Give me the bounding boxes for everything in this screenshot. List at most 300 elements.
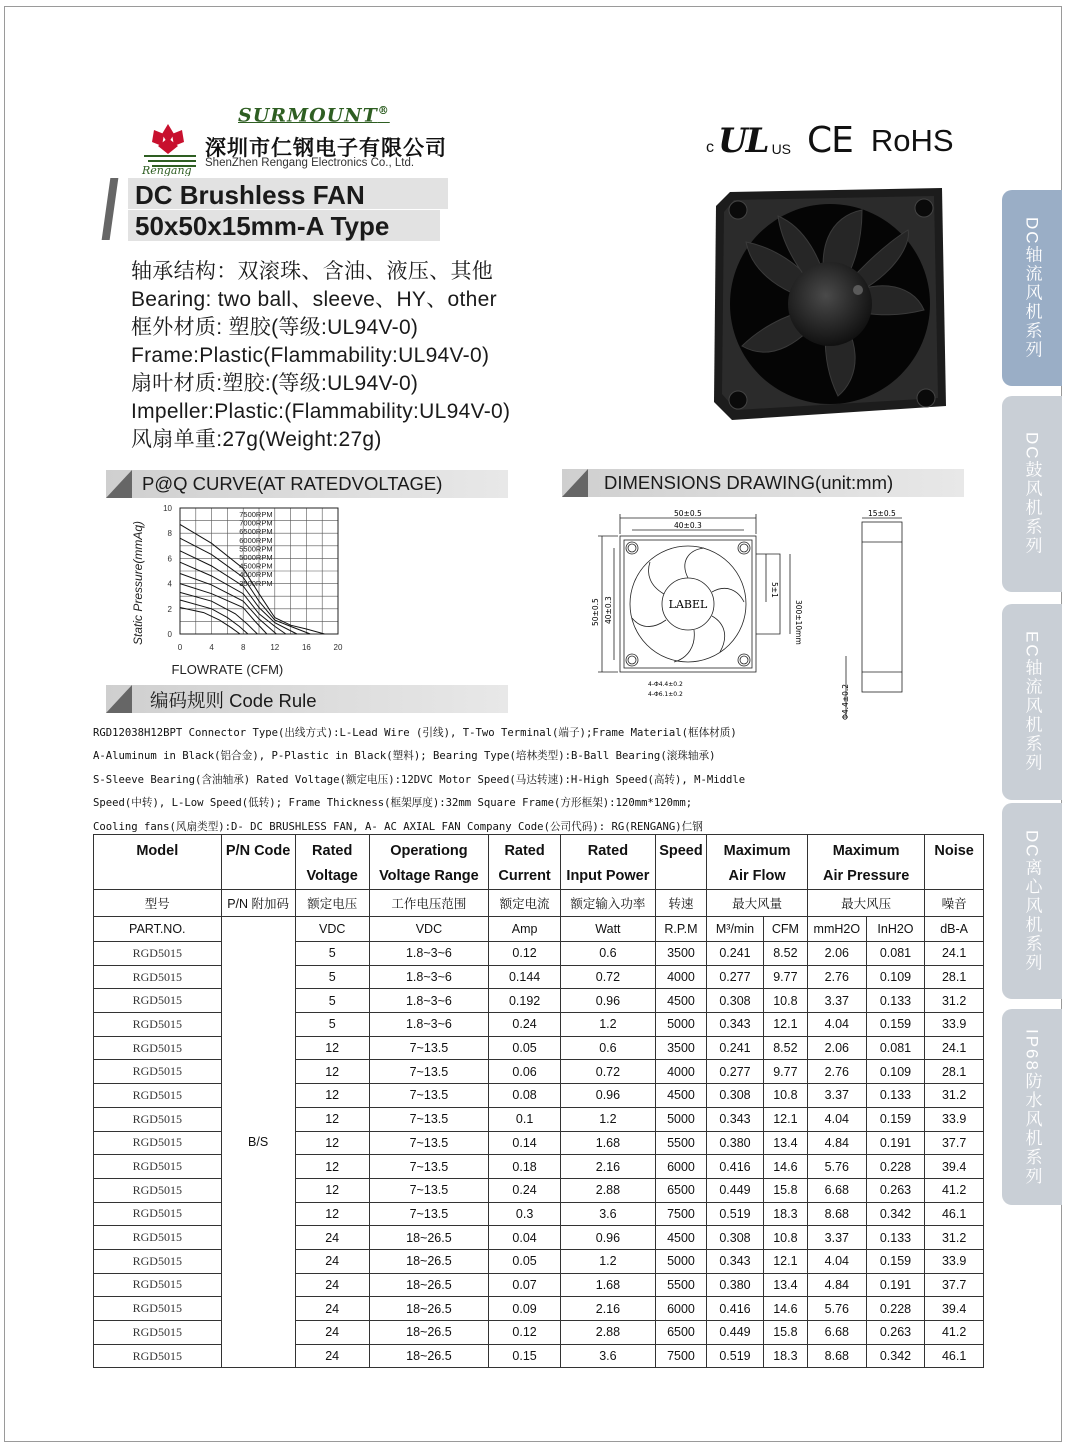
side-tab-5[interactable] <box>1002 1009 1062 1205</box>
table-cell: 7~13.5 <box>369 1084 488 1108</box>
table-cell: 18~26.5 <box>369 1226 488 1250</box>
table-cell: 0.12 <box>489 1321 561 1345</box>
table-cell: 0.109 <box>866 1060 925 1084</box>
model-cell: RGD5015 <box>94 1297 222 1321</box>
legend-label: 4500RPM <box>239 561 273 571</box>
table-cell: 0.342 <box>866 1202 925 1226</box>
rohs-mark: RoHS <box>870 122 954 158</box>
table-cell: 37.7 <box>925 1273 984 1297</box>
ul-mark-icon: UL <box>718 120 768 161</box>
table-cell: 8.52 <box>763 942 807 966</box>
table-cell: 0.263 <box>866 1178 925 1202</box>
certifications <box>706 120 954 161</box>
y-tick-label: 8 <box>167 529 172 539</box>
table-cell: 0.191 <box>866 1273 925 1297</box>
table-cell: 37.7 <box>925 1131 984 1155</box>
model-cell: RGD5015 <box>94 989 222 1013</box>
table-cell: 1.2 <box>561 1013 656 1037</box>
table-cell: 5000 <box>655 1107 706 1131</box>
side-tab-2[interactable] <box>1002 396 1062 592</box>
pq-curve-title: P@Q CURVE(AT RATEDVOLTAGE) <box>142 473 443 494</box>
table-cell: 6.68 <box>808 1178 867 1202</box>
table-cell: 0.6 <box>561 942 656 966</box>
x-tick-label: 4 <box>209 643 214 652</box>
table-cell: 7500 <box>655 1344 706 1368</box>
side-tab-3[interactable] <box>1002 604 1062 800</box>
side-tab-label: IP68防水风机系列 <box>1022 1028 1042 1186</box>
table-cell: 0.380 <box>707 1131 764 1155</box>
spec-frame-en: Frame:Plastic(Flammability:UL94V-0) <box>131 344 490 367</box>
model-cell: RGD5015 <box>94 1178 222 1202</box>
unit-cell: VDC <box>295 917 369 942</box>
spec-bearing-cn: 轴承结构：双滚珠、含油、液压、其他 <box>131 260 494 283</box>
table-cell: 0.308 <box>707 1084 764 1108</box>
dimensions-drawing <box>580 506 910 726</box>
spec-frame-cn: 框外材质: 塑胶(等级:UL94V-0) <box>131 316 419 339</box>
table-cell: 7~13.5 <box>369 1107 488 1131</box>
legend-label: 5500RPM <box>239 544 273 554</box>
table-cell: 15.8 <box>763 1321 807 1345</box>
table-cell: 13.4 <box>763 1273 807 1297</box>
table-cell: 5 <box>295 1013 369 1037</box>
cn-header: 额定电流 <box>489 890 561 917</box>
pn-code-cell: B/S <box>221 917 295 1368</box>
table-cell: 33.9 <box>925 1107 984 1131</box>
table-cell: 7~13.5 <box>369 1178 488 1202</box>
legend-label: 3500RPM <box>239 578 273 588</box>
table-cell: 0.159 <box>866 1107 925 1131</box>
code-rule-line: Speed(中转), L-Low Speed(低转); Frame Thickness(框架厚度):32mm Square Frame(方形框架):120mm*120mm; <box>93 797 693 810</box>
rengang-logo-icon <box>138 120 202 176</box>
table-cell: 2.76 <box>808 1060 867 1084</box>
model-cell: RGD5015 <box>94 1155 222 1179</box>
table-cell: 13.4 <box>763 1131 807 1155</box>
company-name-en: ShenZhen Rengang Electronics Co., Ltd. <box>205 157 415 169</box>
table-cell: 1.8~3~6 <box>369 1013 488 1037</box>
model-cell: RGD5015 <box>94 1060 222 1084</box>
table-cell: 0.449 <box>707 1178 764 1202</box>
table-cell: 0.133 <box>866 1226 925 1250</box>
table-cell: 12 <box>295 1060 369 1084</box>
table-cell: 2.16 <box>561 1297 656 1321</box>
table-cell: 0.081 <box>866 1036 925 1060</box>
model-cell: RGD5015 <box>94 1036 222 1060</box>
table-cell: 12 <box>295 1202 369 1226</box>
model-cell: RGD5015 <box>94 1249 222 1273</box>
table-cell: 0.09 <box>489 1297 561 1321</box>
table-cell: 6000 <box>655 1297 706 1321</box>
model-cell: RGD5015 <box>94 1107 222 1131</box>
model-cell: RGD5015 <box>94 1131 222 1155</box>
table-cell: 0.342 <box>866 1344 925 1368</box>
table-cell: 1.8~3~6 <box>369 989 488 1013</box>
table-cell: 0.6 <box>561 1036 656 1060</box>
legend-label: 6000RPM <box>239 535 273 545</box>
table-cell: 8.68 <box>808 1202 867 1226</box>
table-cell: 9.77 <box>763 965 807 989</box>
table-cell: 0.277 <box>707 965 764 989</box>
table-cell: 12 <box>295 1107 369 1131</box>
table-cell: 12 <box>295 1178 369 1202</box>
dim-side-hole: Φ4.4±0.2 <box>841 683 850 720</box>
cn-header: 噪音 <box>925 890 984 917</box>
table-cell: 18~26.5 <box>369 1273 488 1297</box>
table-cell: 0.192 <box>489 989 561 1013</box>
cert-c: c <box>706 139 714 156</box>
y-tick-label: 0 <box>167 630 172 639</box>
col-header-rated-voltage: Rated Voltage <box>295 835 369 890</box>
y-tick-label: 10 <box>163 504 172 513</box>
table-cell: 4500 <box>655 1226 706 1250</box>
table-cell: 2.06 <box>808 1036 867 1060</box>
table-cell: 0.416 <box>707 1155 764 1179</box>
table-cell: 0.277 <box>707 1060 764 1084</box>
table-cell: 3500 <box>655 942 706 966</box>
table-cell: 0.263 <box>866 1321 925 1345</box>
table-cell: 0.15 <box>489 1344 561 1368</box>
table-cell: 3.37 <box>808 989 867 1013</box>
table-cell: 18.3 <box>763 1344 807 1368</box>
table-cell: 7~13.5 <box>369 1036 488 1060</box>
table-cell: 0.72 <box>561 965 656 989</box>
side-tab-label: DC轴流风机系列 <box>1022 216 1042 360</box>
table-cell: 0.519 <box>707 1344 764 1368</box>
product-title-line1: DC Brushless FAN <box>135 180 365 210</box>
table-cell: 0.228 <box>866 1155 925 1179</box>
table-cell: 7500 <box>655 1202 706 1226</box>
table-cell: 15.8 <box>763 1178 807 1202</box>
table-cell: 0.133 <box>866 989 925 1013</box>
table-cell: 9.77 <box>763 1060 807 1084</box>
table-cell: 24 <box>295 1344 369 1368</box>
table-cell: 10.8 <box>763 989 807 1013</box>
table-cell: 3.6 <box>561 1202 656 1226</box>
dim-lead: 5±1 <box>770 582 779 598</box>
unit-cell: Watt <box>561 917 656 942</box>
table-cell: 2.76 <box>808 965 867 989</box>
table-cell: 1.68 <box>561 1131 656 1155</box>
code-rule-line: RGD12038H12BPT Connector Type(出线方式):L-Lead Wire (引线), T-Two Terminal(端子);Frame Material(框体材质) <box>93 727 737 739</box>
table-cell: 41.2 <box>925 1321 984 1345</box>
legend-label: 6500RPM <box>239 527 273 537</box>
table-cell: 0.241 <box>707 942 764 966</box>
table-cell: 3500 <box>655 1036 706 1060</box>
table-cell: 1.2 <box>561 1249 656 1273</box>
table-cell: 18.3 <box>763 1202 807 1226</box>
x-axis-label: FLOWRATE (CFM) <box>171 662 284 677</box>
table-cell: 4.84 <box>808 1273 867 1297</box>
side-tab-label: EC轴流风机系列 <box>1022 631 1042 773</box>
spec-list <box>131 258 510 454</box>
cn-header: 额定电压 <box>295 890 369 917</box>
table-cell: 4.04 <box>808 1107 867 1131</box>
table-cell: 0.05 <box>489 1036 561 1060</box>
company-name-cn: 深圳市仁钢电子有限公司 <box>205 135 447 160</box>
table-cell: 0.159 <box>866 1013 925 1037</box>
legend-label: 7000RPM <box>239 518 273 528</box>
table-cell: 5.76 <box>808 1297 867 1321</box>
dim-height-inner: 40±0.3 <box>604 596 613 624</box>
table-cell: 6.68 <box>808 1321 867 1345</box>
table-cell: 18~26.5 <box>369 1344 488 1368</box>
table-cell: 5500 <box>655 1131 706 1155</box>
product-title <box>135 180 389 242</box>
section-arrow-icon <box>106 685 136 713</box>
table-cell: 4000 <box>655 1060 706 1084</box>
table-cell: 1.8~3~6 <box>369 965 488 989</box>
table-cell: 3.37 <box>808 1084 867 1108</box>
table-cell: 6000 <box>655 1155 706 1179</box>
cn-header: 额定输入功率 <box>561 890 656 917</box>
dim-width-outer: 50±0.5 <box>674 509 702 518</box>
table-cell: 0.06 <box>489 1060 561 1084</box>
table-cell: 33.9 <box>925 1013 984 1037</box>
table-cell: 2.16 <box>561 1155 656 1179</box>
x-tick-label: 0 <box>177 643 183 652</box>
col-header-input-power: Rated Input Power <box>561 835 656 890</box>
table-cell: 24 <box>295 1226 369 1250</box>
col-header-pn: P/N Code <box>221 835 295 890</box>
table-cell: 10.8 <box>763 1084 807 1108</box>
code-rule-line: A-Aluminum in Black(铝合金), P-Plastic in Black(塑料); Bearing Type(培林类型):B-Ball Bearing(滚珠轴承) <box>93 750 716 763</box>
table-cell: 0.241 <box>707 1036 764 1060</box>
table-cell: 3.37 <box>808 1226 867 1250</box>
table-cell: 0.24 <box>489 1013 561 1037</box>
section-arrow-icon <box>562 469 592 497</box>
model-cell: RGD5015 <box>94 1084 222 1108</box>
table-cell: 0.96 <box>561 989 656 1013</box>
table-cell: 5000 <box>655 1013 706 1037</box>
table-cell: 18~26.5 <box>369 1321 488 1345</box>
table-cell: 0.081 <box>866 942 925 966</box>
table-cell: 0.308 <box>707 1226 764 1250</box>
table-cell: 0.08 <box>489 1084 561 1108</box>
table-cell: 0.18 <box>489 1155 561 1179</box>
table-cell: 0.228 <box>866 1297 925 1321</box>
table-cell: 0.519 <box>707 1202 764 1226</box>
dimensions-title: DIMENSIONS DRAWING(unit:mm) <box>604 472 894 493</box>
section-arrow-icon <box>106 470 136 498</box>
table-cell: 5 <box>295 965 369 989</box>
table-cell: 24 <box>295 1321 369 1345</box>
table-cell: 0.07 <box>489 1273 561 1297</box>
unit-cell: M³/min <box>707 917 764 942</box>
cert-us: US <box>771 141 792 157</box>
legend-label: 7500RPM <box>239 510 273 519</box>
table-cell: 8.68 <box>808 1344 867 1368</box>
dim-hole-large: 4-Φ6.1±0.2 <box>648 691 683 698</box>
table-cell: 0.191 <box>866 1131 925 1155</box>
table-cell: 0.109 <box>866 965 925 989</box>
table-cell: 2.88 <box>561 1178 656 1202</box>
table-cell: 6500 <box>655 1178 706 1202</box>
unit-cell: PART.NO. <box>94 917 222 942</box>
spec-impeller-cn: 扇叶材质:塑胶:(等级:UL94V-0) <box>131 372 419 395</box>
cn-header: 最大风量 <box>707 890 808 917</box>
table-cell: 0.343 <box>707 1249 764 1273</box>
table-cell: 14.6 <box>763 1297 807 1321</box>
table-cell: 0.24 <box>489 1178 561 1202</box>
table-cell: 0.133 <box>866 1084 925 1108</box>
table-cell: 0.308 <box>707 989 764 1013</box>
table-cell: 0.144 <box>489 965 561 989</box>
table-cell: 0.380 <box>707 1273 764 1297</box>
cn-header: 工作电压范围 <box>369 890 488 917</box>
table-cell: 4.04 <box>808 1249 867 1273</box>
table-cell: 2.88 <box>561 1321 656 1345</box>
table-cell: 31.2 <box>925 989 984 1013</box>
table-cell: 12 <box>295 1155 369 1179</box>
table-cell: 0.04 <box>489 1226 561 1250</box>
table-cell: 12 <box>295 1084 369 1108</box>
table-cell: 12.1 <box>763 1249 807 1273</box>
model-cell: RGD5015 <box>94 965 222 989</box>
table-cell: 28.1 <box>925 965 984 989</box>
table-cell: 5500 <box>655 1273 706 1297</box>
table-cell: 14.6 <box>763 1155 807 1179</box>
code-rule-line: S-Sleeve Bearing(含油轴承) Rated Voltage(额定电压):12DVC Motor Speed(马达转速):H-High Speed(高转), M-Middle <box>93 773 746 786</box>
cn-header: 转速 <box>655 890 706 917</box>
table-cell: 39.4 <box>925 1297 984 1321</box>
logo-script-text: Rengang <box>142 164 192 176</box>
model-cell: RGD5015 <box>94 1321 222 1345</box>
table-cell: 2.06 <box>808 942 867 966</box>
side-tab-1[interactable] <box>1002 190 1062 386</box>
dim-thickness: 15±0.5 <box>868 509 896 518</box>
table-cell: 4.84 <box>808 1131 867 1155</box>
model-cell: RGD5015 <box>94 1013 222 1037</box>
table-cell: 6500 <box>655 1321 706 1345</box>
table-cell: 0.96 <box>561 1084 656 1108</box>
fan-photo-icon <box>712 186 948 422</box>
unit-cell: R.P.M <box>655 917 706 942</box>
table-cell: 5.76 <box>808 1155 867 1179</box>
table-cell: 33.9 <box>925 1249 984 1273</box>
table-cell: 46.1 <box>925 1202 984 1226</box>
table-cell: 41.2 <box>925 1178 984 1202</box>
legend-label: 5000RPM <box>239 553 273 562</box>
table-cell: 24 <box>295 1273 369 1297</box>
cn-header: P/N 附加码 <box>221 890 295 917</box>
unit-cell: InH2O <box>866 917 925 942</box>
table-cell: 5 <box>295 989 369 1013</box>
x-tick-label: 8 <box>240 643 246 652</box>
code-rule-header <box>106 685 508 713</box>
table-cell: 24.1 <box>925 1036 984 1060</box>
x-tick-label: 20 <box>333 643 343 652</box>
code-rule-text <box>93 722 993 839</box>
legend-label: 4000RPM <box>239 570 273 580</box>
table-cell: 7~13.5 <box>369 1131 488 1155</box>
table-cell: 0.96 <box>561 1226 656 1250</box>
model-cell: RGD5015 <box>94 1273 222 1297</box>
col-header-noise: Noise <box>925 835 984 890</box>
table-cell: 0.14 <box>489 1131 561 1155</box>
ce-mark-icon: CE <box>807 120 853 161</box>
table-cell: 0.449 <box>707 1321 764 1345</box>
unit-cell: CFM <box>763 917 807 942</box>
spec-bearing-en: Bearing: two ball、sleeve、HY、other <box>131 288 497 311</box>
table-cell: 4000 <box>655 965 706 989</box>
col-header-air-pressure: Maximum Air Pressure <box>808 835 925 890</box>
x-tick-label: 12 <box>270 643 280 652</box>
table-cell: 12 <box>295 1131 369 1155</box>
spec-weight: 风扇单重:27g(Weight:27g) <box>131 428 382 451</box>
table-cell: 18~26.5 <box>369 1297 488 1321</box>
dim-wire: 300±10mm <box>794 600 803 645</box>
code-rule-title: 编码规则 Code Rule <box>150 690 317 711</box>
spec-impeller-en: Impeller:Plastic:(Flammability:UL94V-0) <box>131 400 511 423</box>
table-cell: 12.1 <box>763 1107 807 1131</box>
product-title-line2: 50x50x15mm-A Type <box>135 211 390 241</box>
fan-label-text: LABEL <box>668 598 708 611</box>
col-header-model: Model <box>94 835 222 890</box>
table-cell: 0.12 <box>489 942 561 966</box>
table-cell: 7~13.5 <box>369 1202 488 1226</box>
code-rule-line: Cooling fans(风扇类型):D- DC BRUSHLESS FAN, A- AC AXIAL FAN Company Code(公司代码): RG(RENGANG)仁钢 <box>93 820 703 833</box>
spec-table <box>93 834 984 1368</box>
side-tab-label: DC离心风机系列 <box>1022 829 1042 973</box>
table-cell: 0.416 <box>707 1297 764 1321</box>
side-tab-label: DC鼓风机系列 <box>1022 432 1042 556</box>
table-cell: 0.72 <box>561 1060 656 1084</box>
table-cell: 0.1 <box>489 1107 561 1131</box>
unit-cell: VDC <box>369 917 488 942</box>
table-cell: 7~13.5 <box>369 1060 488 1084</box>
model-cell: RGD5015 <box>94 942 222 966</box>
x-tick-label: 16 <box>301 643 311 652</box>
table-cell: 4.04 <box>808 1013 867 1037</box>
dim-hole-small: 4-Φ4.4±0.2 <box>648 681 683 688</box>
y-axis-label: Static Pressure(mmAq) <box>131 520 145 646</box>
model-cell: RGD5015 <box>94 1226 222 1250</box>
col-header-rated-current: Rated Current <box>489 835 561 890</box>
unit-cell: Amp <box>489 917 561 942</box>
y-tick-label: 6 <box>167 554 172 564</box>
table-cell: 10.8 <box>763 1226 807 1250</box>
table-cell: 0.159 <box>866 1249 925 1273</box>
table-cell: 3.6 <box>561 1344 656 1368</box>
table-cell: 18~26.5 <box>369 1249 488 1273</box>
table-cell: 5000 <box>655 1249 706 1273</box>
cn-header: 型号 <box>94 890 222 917</box>
cn-header: 最大风压 <box>808 890 925 917</box>
dimensions-header <box>562 469 964 497</box>
pq-curve-header <box>106 470 508 498</box>
pq-curve-chart <box>126 500 366 682</box>
table-cell: 0.05 <box>489 1249 561 1273</box>
unit-cell: dB-A <box>925 917 984 942</box>
table-cell: 4500 <box>655 989 706 1013</box>
unit-cell: mmH2O <box>808 917 867 942</box>
col-header-voltage-range: Operationg Voltage Range <box>369 835 488 890</box>
table-cell: 8.52 <box>763 1036 807 1060</box>
table-cell: 0.3 <box>489 1202 561 1226</box>
table-cell: 24 <box>295 1297 369 1321</box>
table-cell: 31.2 <box>925 1226 984 1250</box>
y-tick-label: 2 <box>167 604 172 614</box>
table-cell: 24.1 <box>925 942 984 966</box>
model-cell: RGD5015 <box>94 1344 222 1368</box>
table-cell: 7~13.5 <box>369 1155 488 1179</box>
col-header-speed: Speed <box>655 835 706 890</box>
table-cell: 0.343 <box>707 1013 764 1037</box>
table-cell: 1.68 <box>561 1273 656 1297</box>
side-tab-4[interactable] <box>1002 803 1062 999</box>
dim-height-outer: 50±0.5 <box>591 598 600 626</box>
table-cell: 0.343 <box>707 1107 764 1131</box>
table-cell: 4500 <box>655 1084 706 1108</box>
